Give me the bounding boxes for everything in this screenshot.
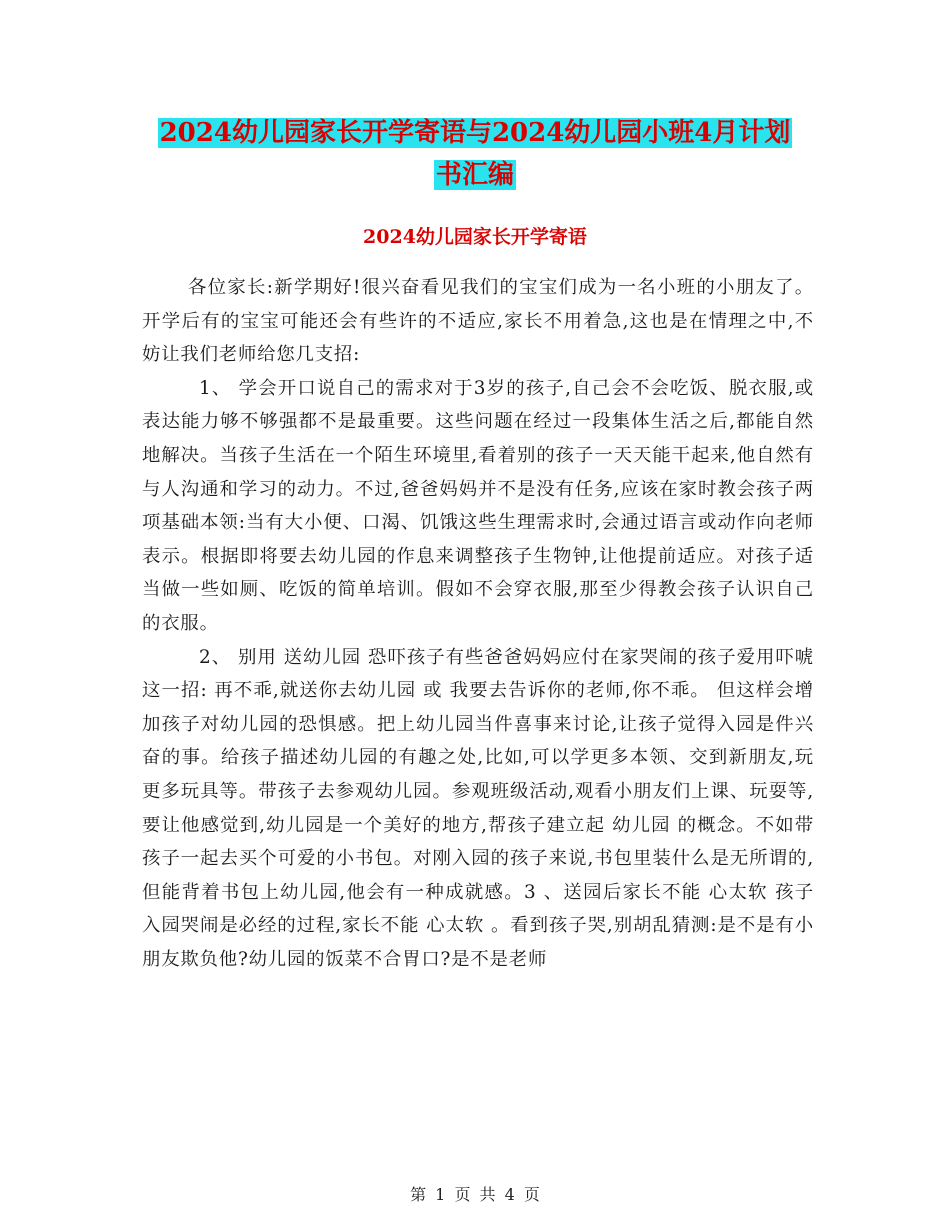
section-title: 2024幼儿园家长开学寄语	[363, 226, 587, 248]
paragraph-point-1: 1、 学会开口说自己的需求对于3岁的孩子,自己会不会吃饭、脱衣服,或表达能力够不够强都不是最重要。这些问题在经过一段集体生活之后,都能自然地解决。当孩子生活在一个陌生环境里,看着别的孩子一天天能干起来,他自然有与人沟通和学习的动力。不过,爸爸妈妈并不是没有任务,应该在家时教会孩子两项基础本领:当有大小便、口渴、饥饿这些生理需求时,会通过语言或动作向老师表示。根据即将要去幼儿园的作息来调整孩子生物钟,让他提前适应。对孩子适当做一些如厕、吃饭的简单培训。假如不会穿衣服,那至少得教会孩子认识自己的衣服。	[142, 377, 814, 634]
paragraph-greeting: 各位家长:新学期好!很兴奋看见我们的宝宝们成为一名小班的小朋友了。开学后有的宝宝可能还会有些许的不适应,家长不用着急,这也是在情理之中,不妨让我们老师给您几支招:	[142, 277, 814, 366]
title-line-1: 2024幼儿园家长开学寄语与2024幼儿园小班4月计划	[159, 118, 791, 148]
paragraph-point-2: 2、 别用 送幼儿园 恐吓孩子有些爸爸妈妈应付在家哭闹的孩子爱用吓唬这一招: 再不乖,就送你去幼儿园 或 我要去告诉你的老师,你不乖。 但这样会增加孩子对幼儿园的恐惧感。把上幼儿园当件喜事来讨论,让孩子觉得入园是件兴奋的事。给孩子描述幼儿园的有趣之处,比如,可以学更多本领、交到新朋友,玩更多玩具等。带孩子去参观幼儿园。参观班级活动,观看小朋友们上课、玩耍等,要让他感觉到,幼儿园是一个美好的地方,帮孩子建立起 幼儿园 的概念。不如带孩子一起去买个可爱的小书包。对刚入园的孩子来说,书包里装什么是无所谓的,但能背着书包上幼儿园,他会有一种成就感。3 、送园后家长不能 心太软 孩子入园哭闹是必经的过程,家长不能 心太软 。看到孩子哭,别胡乱猜测:是不是有小朋友欺负他?幼儿园的饭菜不合胃口?是不是老师	[142, 646, 814, 970]
document-title	[150, 112, 800, 196]
page-indicator: 第 1 页 共 4 页	[410, 1185, 540, 1204]
title-line-2: 书汇编	[435, 160, 514, 190]
document-body	[142, 271, 814, 976]
